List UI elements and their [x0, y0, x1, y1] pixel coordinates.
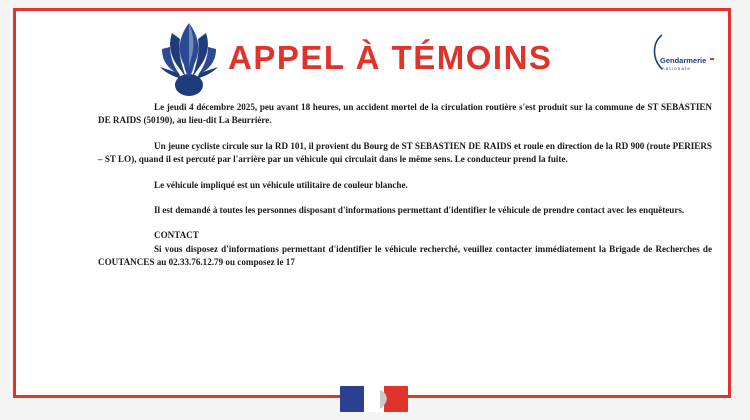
paragraph-request: Il est demandé à toutes les personnes disposant d'informations permettant d'identifier le véhicule de prendre contact avec les enquêteurs. — [154, 205, 685, 216]
marianne-profile-icon — [378, 388, 390, 410]
paragraph-incident: Le jeudi 4 décembre 2025, peu avant 18 heures, un accident mortel de la circulation routière s'est produit sur la commune de ST SEBASTIEN DE RAIDS (50190), au lieu-dit La Beurrière. — [98, 102, 712, 126]
paragraph-circumstances: Un jeune cycliste circule sur la RD 101, il provient du Bourg de ST SEBASTIEN DE RAIDS et roule en direction de la RD 900 (route PERIERS – ST LO), quand il est percuté par l'arrière par un véhicule qui circulait dans le même sens. Le conducteur prend la fuite. — [98, 140, 712, 165]
logo-name: Gendarmerie — [660, 56, 707, 65]
logo-subtitle: nationale — [662, 66, 692, 71]
page-title: APPEL À TÉMOINS — [228, 39, 553, 76]
contact-heading: CONTACT — [154, 230, 199, 241]
republique-francaise-logo — [340, 386, 408, 412]
gendarmerie-flame-icon — [154, 19, 224, 99]
poster-frame — [13, 8, 731, 398]
gendarmerie-arc-icon — [648, 29, 718, 79]
appeal-body — [98, 101, 712, 270]
header — [16, 11, 728, 101]
paragraph-vehicle: Le véhicule impliqué est un véhicule utilitaire de couleur blanche. — [154, 179, 408, 190]
contact-section — [98, 229, 712, 269]
contact-text: Si vous disposez d'informations permettant d'identifier le véhicule recherché, veuillez contacter immédiatement la Brigade de Recherches de COUTANCES au 02.33.76.12.79 ou composez le 17 — [98, 243, 712, 268]
gendarmerie-logo — [648, 29, 718, 79]
flag-blue-stripe — [340, 386, 364, 412]
flag-white-stripe — [364, 386, 384, 412]
